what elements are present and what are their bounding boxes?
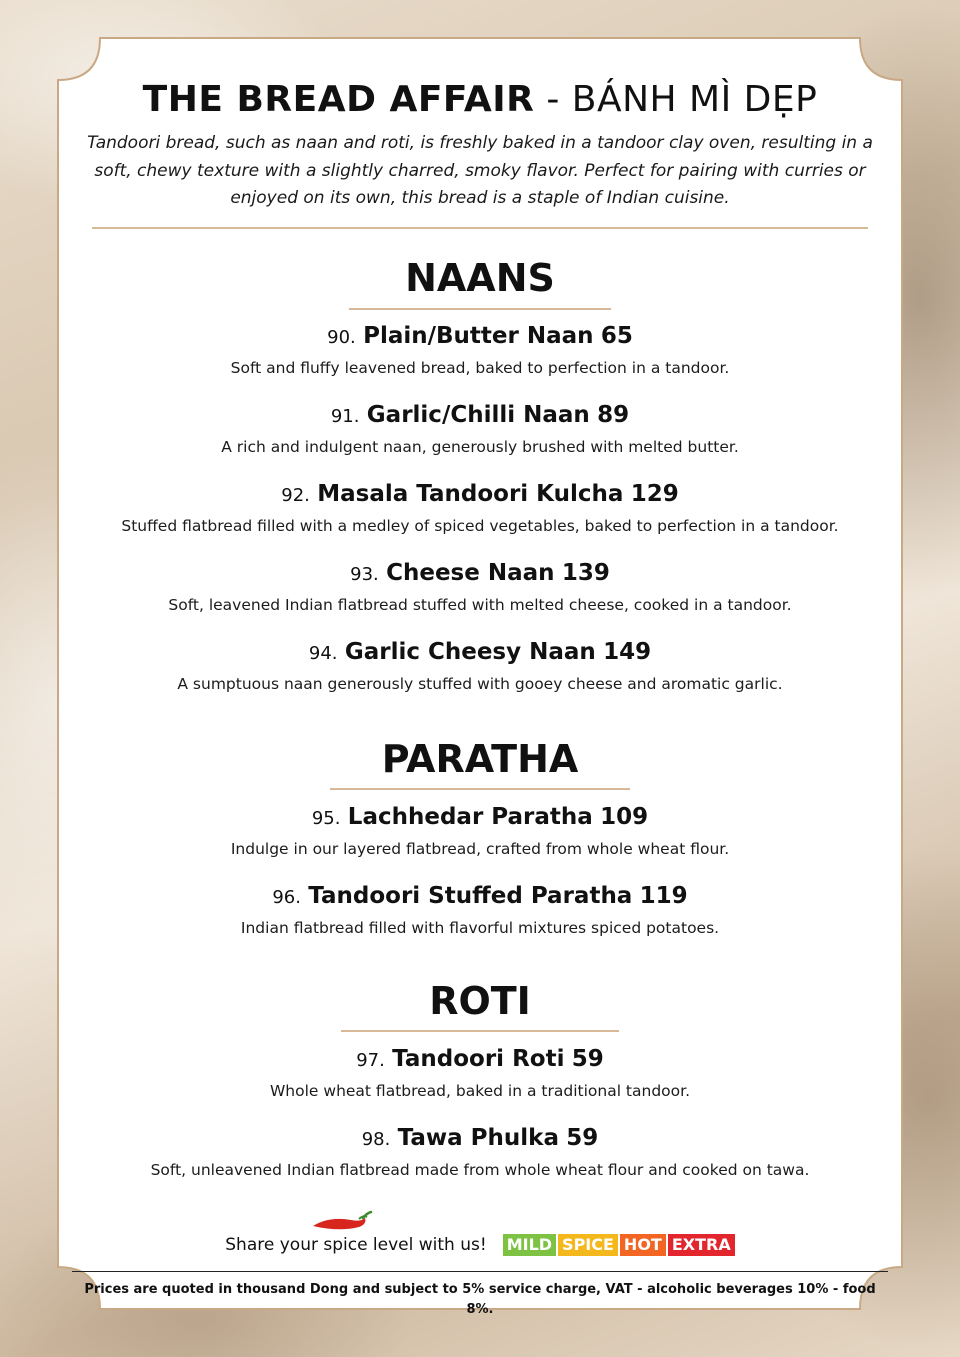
item-number: 92. [281, 485, 310, 506]
item-number: 96. [272, 887, 301, 908]
title-main: THE BREAD AFFAIR [142, 79, 535, 120]
item-number: 93. [350, 564, 379, 585]
item-name: Tandoori Stuffed Paratha [308, 883, 633, 909]
section-divider-roti [341, 1030, 619, 1032]
intro-text: Tandoori bread, such as naan and roti, is freshly baked in a tandoor clay oven, resulting in a soft, chewy texture with a slightly charred, smoky flavor. Perfect for pairing with curries or enjoyed on its own, this bread is a staple of Indian cuisine. [87, 133, 873, 208]
section-divider-naans [349, 308, 611, 310]
item-description: Indian flatbread filled with flavorful mixtures spiced potatoes. [240, 919, 720, 937]
section-title-naans: NAANS [405, 256, 555, 300]
menu-item [52, 557, 908, 616]
item-price: 89 [597, 402, 630, 428]
spice-legend-text-wrap [225, 1232, 486, 1258]
section-divider-paratha [330, 788, 630, 790]
section-title-roti: ROTI [429, 979, 531, 1023]
item-price: 149 [603, 639, 652, 665]
item-description: Soft and fluffy leavened bread, baked to perfection in a tandoor. [230, 359, 730, 377]
item-description: A sumptuous naan generously stuffed with gooey cheese and aromatic garlic. [177, 675, 783, 693]
item-name: Tandoori Roti [392, 1046, 565, 1072]
menu-item [52, 636, 908, 695]
spice-chip-extra: EXTRA [668, 1234, 735, 1256]
item-name: Masala Tandoori Kulcha [317, 481, 624, 507]
item-number: 90. [327, 327, 356, 348]
spice-legend [52, 1232, 908, 1258]
page-title [52, 76, 908, 124]
menu-item [52, 399, 908, 458]
item-price: 119 [639, 883, 688, 909]
section-title-paratha: PARATHA [381, 737, 579, 781]
item-price: 59 [571, 1046, 604, 1072]
price-disclaimer: Prices are quoted in thousand Dong and subject to 5% service charge, VAT - alcoholic beverages 10% - food 8%. [72, 1271, 888, 1320]
menu-content [52, 32, 908, 1315]
top-divider [92, 227, 868, 229]
item-description: Soft, unleavened Indian flatbread made from whole wheat flour and cooked on tawa. [150, 1161, 810, 1179]
item-description: Soft, leavened Indian flatbread stuffed with melted cheese, cooked in a tandoor. [168, 596, 792, 614]
item-price: 129 [630, 481, 679, 507]
spice-chip-hot: HOT [620, 1234, 666, 1256]
item-name: Tawa Phulka [397, 1125, 559, 1151]
item-number: 95. [311, 808, 341, 829]
item-number: 91. [330, 406, 360, 427]
title-separator: - [534, 79, 572, 120]
menu-item [52, 1043, 908, 1102]
item-price: 65 [600, 323, 633, 349]
menu-item [52, 478, 908, 537]
chili-pepper-icon [309, 1210, 373, 1234]
item-price: 109 [600, 804, 649, 830]
item-price: 139 [561, 560, 610, 586]
title-subtitle: BÁNH MÌ DẸP [571, 79, 818, 120]
item-description: Stuffed flatbread filled with a medley of spiced vegetables, baked to perfection in a tandoor. [121, 517, 839, 535]
menu-item [52, 320, 908, 379]
item-name: Lachhedar Paratha [347, 804, 593, 830]
spice-chip-mild: MILD [503, 1234, 556, 1256]
item-name: Cheese Naan [386, 560, 555, 586]
item-number: 97. [356, 1050, 385, 1071]
item-description: A rich and indulgent naan, generously brushed with melted butter. [221, 438, 739, 456]
item-name: Garlic/Chilli Naan [366, 402, 590, 428]
item-description: Indulge in our layered flatbread, crafted from whole wheat flour. [230, 840, 730, 858]
item-price: 59 [566, 1125, 599, 1151]
item-number: 98. [361, 1129, 391, 1150]
item-number: 94. [308, 643, 338, 664]
spice-legend-text: Share your spice level with us! [225, 1235, 487, 1255]
spice-chip-spice: SPICE [558, 1234, 618, 1256]
menu-item [52, 1122, 908, 1181]
item-description: Whole wheat flatbread, baked in a traditional tandoor. [269, 1082, 691, 1100]
menu-item [52, 880, 908, 939]
item-name: Garlic Cheesy Naan [344, 639, 596, 665]
item-name: Plain/Butter Naan [363, 323, 594, 349]
menu-item [52, 801, 908, 860]
